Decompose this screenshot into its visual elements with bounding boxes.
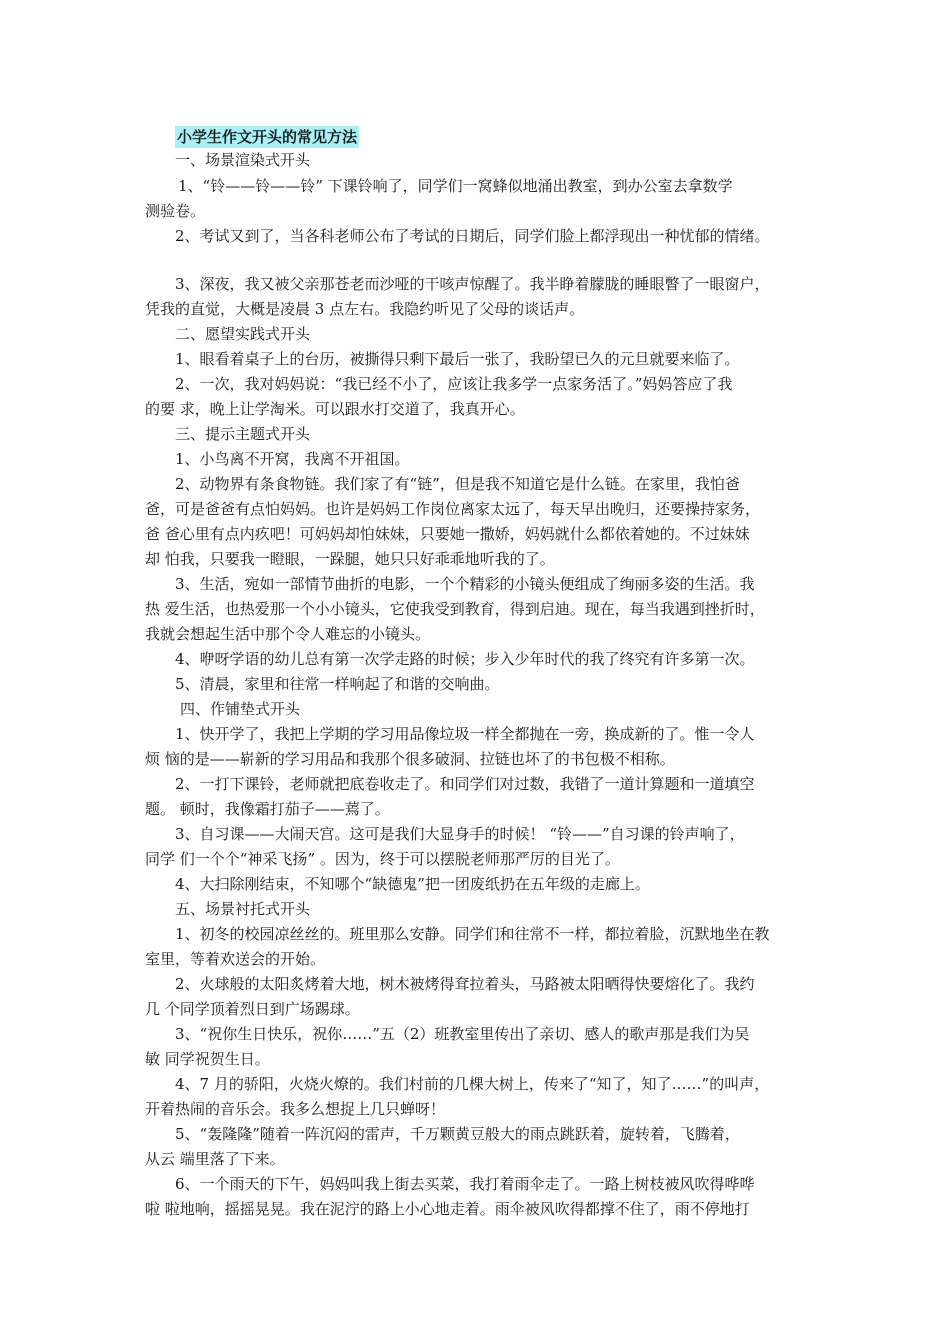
paragraph-line: 3、自习课——大闹天宫。这可是我们大显身手的时候！ “铃——”自习课的铃声响了，: [175, 825, 745, 843]
paragraph-line: 却 怕我，只要我一瞪眼，一跺腿，她只只好乖乖地听我的了。: [145, 550, 555, 568]
paragraph-line: 凭我的直觉，大概是凌晨 3 点左右。我隐约听见了父母的谈话声。: [145, 300, 585, 318]
paragraph-line: 烦 恼的是——崭新的学习用品和我那个很多破洞、拉链也坏了的书包极不相称。: [145, 750, 675, 768]
paragraph-line: 测验卷。: [145, 202, 206, 220]
section-heading: 二、愿望实践式开头: [175, 325, 311, 343]
paragraph-line: 1、快开学了，我把上学期的学习用品像垃圾一样全都抛在一旁，换成新的了。惟一令人: [175, 725, 755, 743]
section-heading: 一、场景渲染式开头: [175, 151, 311, 169]
paragraph-line: 4、咿呀学语的幼儿总有第一次学走路的时候；步入少年时代的我了终究有许多第一次。: [175, 650, 755, 668]
paragraph-line: 2、考试又到了，当各科老师公布了考试的日期后，同学们脸上都浮现出一种忧郁的情绪。: [175, 227, 770, 245]
paragraph-line: 我就会想起生活中那个令人难忘的小镜头。: [145, 625, 431, 643]
paragraph-line: 啦 啦地响，摇摇晃晃。我在泥泞的路上小心地走着。雨伞被风吹得都撑不住了，雨不停地打: [145, 1200, 750, 1218]
paragraph-line: 爸 爸心里有点内疚吧！可妈妈却怕妹妹，只要她一撒娇，妈妈就什么都依着她的。不过妹妹: [145, 525, 750, 543]
paragraph-line: 5、“轰隆隆”随着一阵沉闷的雷声，千万颗黄豆般大的雨点跳跃着，旋转着，飞腾着，: [175, 1125, 740, 1143]
paragraph-line: 1、初冬的校园凉丝丝的。班里那么安静。同学们和往常不一样，都拉着脸，沉默地坐在教: [175, 925, 770, 943]
paragraph-line: 室里，等着欢送会的开始。: [145, 950, 326, 968]
paragraph-line: 1、小鸟离不开窝，我离不开祖国。: [175, 450, 410, 468]
paragraph-line: 2、一打下课铃，老师就把底卷收走了。和同学们对过数，我错了一道计算题和一道填空: [175, 775, 755, 793]
paragraph-line: 2、一次，我对妈妈说：“我已经不小了，应该让我多学一点家务活了。”妈妈答应了我: [175, 375, 733, 393]
section-heading: 五、场景衬托式开头: [175, 900, 311, 918]
paragraph-line: 4、大扫除刚结束，不知哪个“缺德鬼”把一团废纸扔在五年级的走廊上。: [175, 875, 650, 893]
paragraph-line: 1、“铃——铃——铃” 下课铃响了，同学们一窝蜂似地涌出教室，到办公室去拿数学: [178, 177, 733, 195]
document-title: 小学生作文开头的常见方法: [177, 128, 358, 146]
paragraph-line: 2、火球般的太阳炙烤着大地，树木被烤得耷拉着头，马路被太阳晒得快要熔化了。我约: [175, 975, 755, 993]
paragraph-line: 爸，可是爸爸有点怕妈妈。也许是妈妈工作岗位离家太远了，每天早出晚归，还要操持家务，: [145, 500, 761, 518]
paragraph-line: 的要 求，晚上让学淘米。可以跟水打交道了，我真开心。: [145, 400, 525, 418]
paragraph-line: 6、一个雨天的下午，妈妈叫我上街去买菜，我打着雨伞走了。一路上树枝被风吹得哗哗: [175, 1175, 755, 1193]
paragraph-line: 3、“祝你生日快乐，祝你……”五（2）班教室里传出了亲切、感人的歌声那是我们为吴: [175, 1025, 750, 1043]
paragraph-line: 3、深夜，我又被父亲那苍老而沙哑的干咳声惊醒了。我半睁着朦胧的睡眼瞥了一眼窗户，: [175, 275, 770, 293]
paragraph-line: 开着热闹的音乐会。我多么想捉上几只蝉呀！: [145, 1100, 446, 1118]
paragraph-line: 从云 端里落了下来。: [145, 1150, 285, 1168]
section-heading: 三、提示主题式开头: [175, 425, 311, 443]
paragraph-line: 4、7 月的骄阳，火烧火燎的。我们村前的几棵大树上，传来了“知了，知了……”的叫声，: [175, 1075, 770, 1093]
paragraph-line: 3、生活，宛如一部情节曲折的电影，一个个精彩的小镜头便组成了绚丽多姿的生活。我: [175, 575, 755, 593]
paragraph-line: 2、动物界有条食物链。我们家了有“链”，但是我不知道它是什么链。在家里，我怕爸: [175, 475, 740, 493]
paragraph-line: 热 爱生活，也热爱那一个小小镜头，它使我受到教育，得到启迪。现在，每当我遇到挫折时，: [145, 600, 765, 618]
paragraph-line: 题。 顿时，我像霜打茄子——蔫了。: [145, 800, 390, 818]
paragraph-line: 同学 们一个个“神采飞扬” 。因为，终于可以摆脱老师那严厉的目光了。: [145, 850, 620, 868]
paragraph-line: 5、清晨，家里和往常一样响起了和谐的交响曲。: [175, 675, 500, 693]
paragraph-line: 几 个同学顶着烈日到广场踢球。: [145, 1000, 360, 1018]
paragraph-line: 1、眼看着桌子上的台历，被撕得只剩下最后一张了，我盼望已久的元旦就要来临了。: [175, 350, 740, 368]
paragraph-line: 敏 同学祝贺生日。: [145, 1050, 270, 1068]
section-heading: 四、作铺垫式开头: [180, 700, 301, 718]
